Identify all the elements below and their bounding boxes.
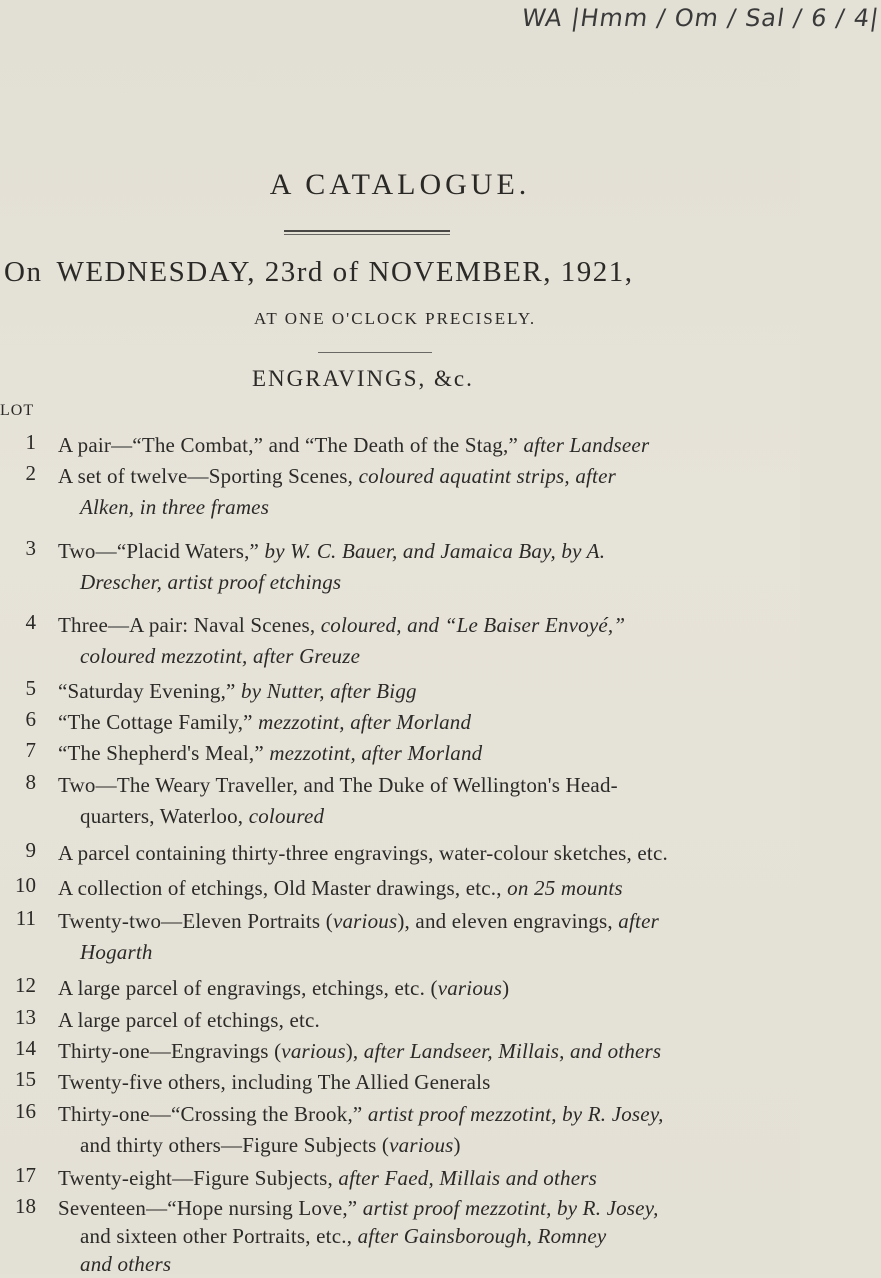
lot-description [58,906,790,968]
lot-number: 12 [15,973,36,997]
lot-text-italic: after Landseer, Millais, and others [363,1039,662,1063]
lot-text-italic: on 25 mounts [507,876,623,900]
lot-text-continuation [58,1130,790,1161]
lot-text: A set of twelve—Sporting Scenes, [58,464,359,488]
lot-text-continuation [58,567,790,598]
lot-text-italic: artist proof mezzotint, by R. Josey, [367,1102,664,1126]
lot-number: 1 [25,430,36,454]
lot-column-header: LOT [0,402,35,419]
lot-text: Two—The Weary Traveller, and The Duke of Wellington's Head- [58,773,618,797]
lot-text-italic: artist proof mezzotint, by R. Josey, [362,1196,659,1220]
lot-description [58,430,790,461]
lot-number: 18 [15,1194,36,1218]
catalogue-title: A CATALOGUE. [269,168,531,201]
sale-date: WEDNESDAY, 23rd of NOVEMBER, 1921, [56,256,634,288]
lot-description [58,873,790,904]
lot-number: 11 [15,906,36,930]
lot-text-italic: after Gainsborough, Romney [357,1224,607,1248]
lot-text: A parcel containing thirty-three engravings, water-colour sketches, etc. [58,841,668,865]
lot-text-continuation [58,1222,790,1250]
lot-description [58,536,790,598]
lot-text: Twenty-two—Eleven Portraits ( [58,909,333,933]
section-heading: ENGRAVINGS, &c. [252,366,474,391]
handwritten-annotation: WA |Hmm / Om / Sal / 6 / 4| [520,4,881,32]
lot-number: 8 [25,770,36,794]
lot-number: 10 [15,873,36,897]
lot-text: ) [453,1133,461,1157]
lot-description [58,1194,790,1278]
lot-number: 2 [25,461,36,485]
lot-text: ) [502,976,510,1000]
lot-text: Two—“Placid Waters,” [58,539,265,563]
sale-date-prefix: On [4,256,43,288]
sale-date-line [4,256,800,289]
lot-description [58,738,790,769]
lot-text: and thirty others—Figure Subjects ( [80,1133,390,1157]
lot-description [58,770,790,832]
lot-text: “The Shepherd's Meal,” [58,741,270,765]
lot-text: A large parcel of engravings, etchings, etc. ( [58,976,438,1000]
lot-text: Seventeen—“Hope nursing Love,” [58,1196,363,1220]
lot-text-italic: coloured aquatint strips, after [358,464,616,488]
lot-description [58,973,790,1004]
time-rule [318,352,432,353]
lot-description [58,1067,790,1098]
title-rule [284,230,450,232]
lot-number: 3 [25,536,36,560]
lot-text: A collection of etchings, Old Master drawings, etc., [58,876,508,900]
lot-text-italic: various [437,976,503,1000]
lot-text-italic: coloured [248,804,325,828]
lot-text-italic: after [618,909,659,933]
lot-text-continuation: coloured mezzotint, after Greuze [80,644,361,668]
lot-text: Twenty-eight—Figure Subjects, [58,1166,339,1190]
lot-text: quarters, Waterloo, [80,804,249,828]
lot-text: and sixteen other Portraits, etc., [80,1224,358,1248]
lot-text: A pair—“The Combat,” and “The Death of the Stag,” [58,433,524,457]
lot-text-continuation: Hogarth [80,940,153,964]
lot-text: ), [345,1039,364,1063]
lot-number: 14 [15,1036,36,1060]
lot-text: Thirty-one—Engravings ( [58,1039,282,1063]
lot-description [58,1036,790,1067]
lot-number: 17 [15,1163,36,1187]
lot-number: 4 [25,610,36,634]
lot-number: 16 [15,1099,36,1123]
lot-description [58,1163,790,1194]
lot-description [58,707,790,738]
lot-text-italic: by W. C. Bauer, and Jamaica Bay, by A. [264,539,606,563]
lot-text-italic: mezzotint, after Morland [258,710,472,734]
lot-description [58,1099,790,1161]
lot-text-continuation: Alken, in three frames [80,495,270,519]
lot-text-italic: by Nutter, after Bigg [241,679,417,703]
lot-description [58,676,790,707]
lot-text-continuation: and others [80,1252,172,1276]
lot-number: 13 [15,1005,36,1029]
lot-text: “The Cottage Family,” [58,710,259,734]
lot-text-italic: after Faed, Millais and others [338,1166,597,1190]
lot-text: Twenty-five others, including The Allied Generals [58,1070,491,1094]
lot-text: A large parcel of etchings, etc. [58,1008,320,1032]
lot-text: Three—A pair: Naval Scenes, [58,613,321,637]
lot-description [58,610,790,672]
lot-text-italic: coloured, and “Le Baiser Envoyé,” [320,613,626,637]
lot-number: 7 [25,738,36,762]
lot-description [58,838,790,869]
lot-text: Thirty-one—“Crossing the Brook,” [58,1102,368,1126]
lot-text-italic: various [281,1039,346,1063]
lot-text-italic: mezzotint, after Morland [269,741,483,765]
lot-number: 9 [25,838,36,862]
lot-text-italic: artist proof etchings [167,570,342,594]
lot-number: 5 [25,676,36,700]
lot-text-italic: after Landseer [523,433,650,457]
lot-description [58,461,790,523]
lot-text-continuation [58,801,790,832]
lot-text: ), and eleven engravings, [397,909,619,933]
lot-text-italic: various [389,1133,454,1157]
lot-text-italic: Drescher, [80,570,168,594]
lot-number: 15 [15,1067,36,1091]
lot-text: “Saturday Evening,” [58,679,242,703]
lot-description [58,1005,790,1036]
sale-time: AT ONE O'CLOCK PRECISELY. [254,309,537,328]
lot-text-italic: various [332,909,398,933]
title-rule-thin [284,234,450,235]
lot-number: 6 [25,707,36,731]
